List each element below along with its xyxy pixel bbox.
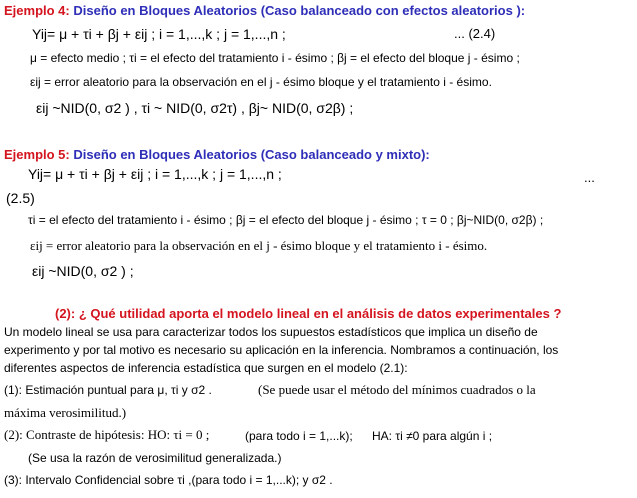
example-4-label: Ejemplo 4:	[4, 3, 70, 18]
item-2-range: (para todo i = 1,...k);	[245, 429, 353, 443]
paragraph-line-2: experimento y por tal motivo es necesario su aplicación en la inferencia. Nombramos a continuación, los	[4, 343, 559, 357]
example-4-title: Diseño en Bloques Aleatorios (Caso balanceado con efectos aleatorios ):	[73, 3, 526, 18]
example-5-label: Ejemplo 5:	[4, 147, 70, 162]
example-5-eq-number: (2.5)	[6, 190, 35, 206]
example-5-model: Yij= μ + τi + βj + εij ; i = 1,...,k ; j = 1,...,n ;	[28, 166, 282, 182]
item-2-note: (Se usa la razón de verosimilitud generalizada.)	[28, 451, 282, 465]
example-4-model: Yij= μ + τi + βj + εij ; i = 1,...,k ; j = 1,...,n ;	[32, 26, 286, 42]
item-1-note-cont: máxima verosimilitud.)	[4, 405, 127, 420]
example-5-dots: ...	[584, 170, 595, 185]
example-5-distributions: εij ~NID(0, σ2 ) ;	[32, 263, 134, 279]
example-5-error-definition: εij = error aleatorio para la observación en el j - ésimo bloque y el tratamiento i - ésimo.	[30, 238, 488, 253]
item-1-note: (Se puede usar el método del mínimos cuadrados o la	[258, 382, 536, 397]
question-2-heading: (2): ¿ Qué utilidad aporta el modelo lineal en el análisis de datos experimentales ?	[55, 306, 562, 321]
item-3-text: (3): Intervalo Confidencial sobre τi ,(para todo i = 1,...k); y σ2 .	[4, 473, 333, 487]
example-5-heading	[4, 147, 430, 162]
example-4-heading	[4, 3, 525, 18]
example-4-definitions: μ = efecto medio ; τi = el efecto del tratamiento i - ésimo ; βj = el efecto del bloque j - ésimo ;	[30, 51, 520, 65]
item-2-alternative: HA: τi ≠0 para algún i ;	[372, 429, 493, 443]
item-2-text: (2): Contraste de hipótesis: HO: τi = 0 ;	[4, 427, 210, 442]
item-1-text: (1): Estimación puntual para μ, τi y σ2 .	[4, 383, 212, 397]
example-4-eq-number: ... (2.4)	[454, 26, 496, 41]
example-5-definitions: τi = el efecto del tratamiento i - ésimo ; βj = el efecto del bloque j - ésimo ; τ = 0 ; βj~NID(0, σ2β) ;	[28, 213, 544, 227]
example-4-distributions: εij ~NID(0, σ2 ) , τi ~ NID(0, σ2τ) , βj~ NID(0, σ2β) ;	[36, 100, 354, 116]
paragraph-line-3: diferentes aspectos de inferencia estadística que surgen en el modelo (2.1):	[4, 361, 408, 375]
example-5-title: Diseño en Bloques Aleatorios (Caso balanceado y mixto):	[73, 147, 430, 162]
paragraph-line-1: Un modelo lineal se usa para caracterizar todos los supuestos estadísticos que implica un diseño de	[4, 325, 538, 339]
example-4-error-definition: εij = error aleatorio para la observación en el j - ésimo bloque y el tratamiento i - ésimo.	[30, 75, 492, 89]
